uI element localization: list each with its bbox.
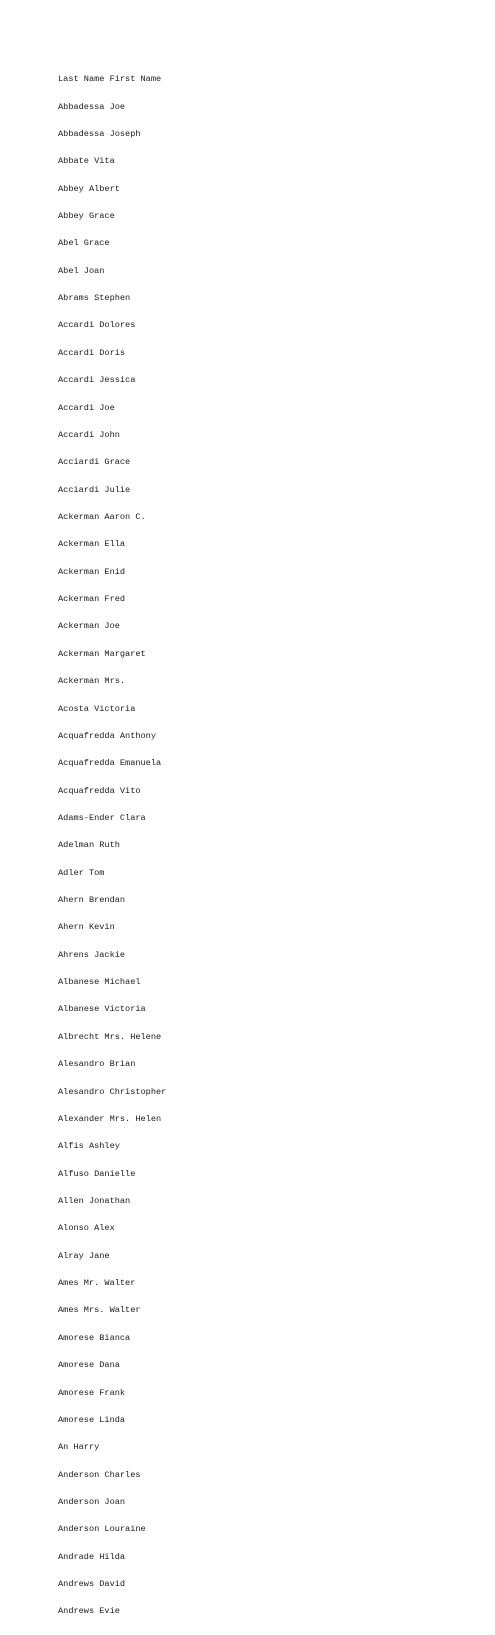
list-item: Ackerman Aaron C. <box>58 512 146 522</box>
list-item: Acquafredda Emanuela <box>58 758 162 769</box>
list-item: Alexander Mrs. Helen <box>58 1113 162 1124</box>
list-item: Acciardi Grace <box>58 457 131 468</box>
list-item: Abbey Albert <box>58 183 120 194</box>
list-item: Ackerman Enid <box>58 566 126 577</box>
list-item: Acciardi Julie <box>58 484 131 495</box>
list-item: Accardi Jessica <box>58 375 136 386</box>
list-item: Adelman Ruth <box>58 840 120 851</box>
list-item: Anderson Charles <box>58 1469 141 1480</box>
list-item: Amorese Frank <box>58 1387 126 1398</box>
list-item: Abrams Stephen <box>58 293 131 304</box>
list-item: Ackerman Ella <box>58 539 126 550</box>
list-item: Abel Joan <box>58 265 105 276</box>
list-item: Alesandro Brian <box>58 1059 136 1070</box>
list-item: Accardi John <box>58 429 120 440</box>
list-item: Albanese Michael <box>58 977 141 988</box>
list-item: Ackerman Joe <box>58 621 120 632</box>
list-item: Alesandro Christopher <box>58 1086 167 1097</box>
list-item: Ackerman Fred <box>58 594 126 605</box>
list-item: Abbadessa Joe <box>58 101 126 112</box>
list-item: Anderson Louraine <box>58 1524 146 1535</box>
list-item: Abbate Vita <box>58 156 115 167</box>
list-item: Ames Mrs. Walter <box>58 1305 141 1316</box>
list-item: Abbadessa Joseph <box>58 128 141 139</box>
list-item: Accardi Dolores <box>58 320 136 331</box>
list-item: Ahern Kevin <box>58 922 115 933</box>
list-item: Anderson Joan <box>58 1496 126 1507</box>
list-item: Ackerman Margaret <box>58 648 146 659</box>
list-item: Adams-Ender Clara <box>58 812 146 823</box>
list-item: Abbey Grace <box>58 211 115 222</box>
list-item: Acosta Victoria <box>58 703 136 714</box>
list-item: Abel Grace <box>58 238 110 249</box>
list-item: Alray Jane <box>58 1250 110 1261</box>
list-header: Last Name First Name <box>58 74 162 85</box>
list-item: Acquafredda Vito <box>58 785 141 796</box>
list-item: Alfuso Danielle <box>58 1168 136 1179</box>
list-item: Ames Mr. Walter <box>58 1278 136 1289</box>
list-item: Andrews David <box>58 1579 126 1590</box>
list-item: Acquafredda Anthony <box>58 730 156 741</box>
list-item: Amorese Bianca <box>58 1332 131 1343</box>
list-item: Andrade Hilda <box>58 1551 126 1562</box>
list-item: Ackerman Mrs. <box>58 676 126 687</box>
list-item: Ahern Brendan <box>58 895 126 906</box>
list-item: Alonso Alex <box>58 1223 115 1234</box>
list-item: Alfis Ashley <box>58 1141 120 1152</box>
list-item: Albanese Victoria <box>58 1004 146 1015</box>
list-item: Amorese Linda <box>58 1414 126 1425</box>
list-item: Accardi Joe <box>58 402 115 413</box>
list-item: Adler Tom <box>58 867 105 878</box>
list-item: Allen Jonathan <box>58 1195 131 1206</box>
list-item: Albrecht Mrs. Helene <box>58 1031 162 1042</box>
list-item: Ahrens Jackie <box>58 949 126 960</box>
list-item: Accardi Doris <box>58 347 126 358</box>
name-list <box>58 57 166 1635</box>
list-item: Andrews Evie <box>58 1606 120 1617</box>
list-item: An Harry <box>58 1442 100 1453</box>
list-item: Amorese Dana <box>58 1360 120 1371</box>
